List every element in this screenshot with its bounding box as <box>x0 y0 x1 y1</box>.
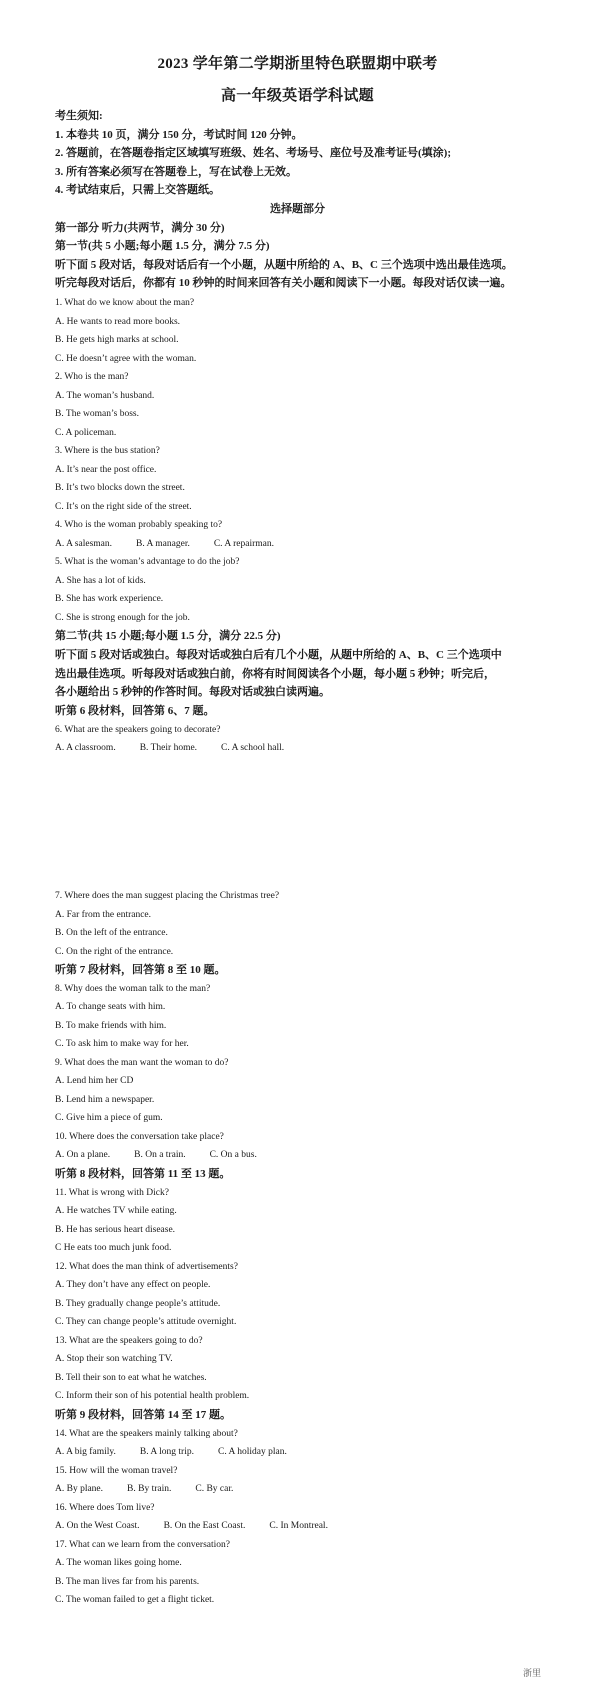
option: B. They gradually change people’s attitude. <box>55 1299 221 1309</box>
question-13: 13. What are the speakers going to do? <box>55 1336 203 1346</box>
option: A. Stop their son watching TV. <box>55 1354 173 1364</box>
option: B. By train. <box>127 1484 172 1494</box>
notice-item: 2. 答题前，在答题卷指定区域填写班级、姓名、考场号、座位号及准考证号(填涂); <box>55 147 451 159</box>
option: C. Give him a piece of gum. <box>55 1113 163 1123</box>
question-7: 7. Where does the man suggest placing the Christmas tree? <box>55 891 280 901</box>
section2-instruction: 选出最佳选项。听每段对话或独白前，你将有时间阅读各个小题，每小题 5 秒钟；听完后， <box>55 668 495 680</box>
options-row <box>55 742 308 754</box>
section1-title: 第一节(共 5 小题;每小题 1.5 分，满分 7.5 分) <box>55 240 270 252</box>
option: B. He gets high marks at school. <box>55 335 179 345</box>
option: B. Their home. <box>139 743 198 753</box>
section1-instruction: 听完每段对话后，你都有 10 秒钟的时间来回答有关小题和阅读下一小题。每段对话仅读一遍。 <box>55 277 512 289</box>
question-1: 1. What do we know about the man? <box>55 298 195 308</box>
options-row <box>55 1520 352 1532</box>
section2-title: 第二节(共 15 小题;每小题 1.5 分，满分 22.5 分) <box>55 630 281 642</box>
option: A. By plane. <box>55 1484 104 1494</box>
section1-instruction: 听下面 5 段对话，每段对话后有一个小题，从题中所给的 A、B、C 三个选项中选出最佳选项。 <box>55 259 513 271</box>
option: C. To ask him to make way for her. <box>55 1039 189 1049</box>
section2-instruction: 各小题给出 5 秒钟的作答时间。每段对话或独白读两遍。 <box>55 686 330 698</box>
option: C. They can change people’s attitude overnight. <box>55 1317 237 1327</box>
option: B. To make friends with him. <box>55 1021 167 1031</box>
option: A. On a plane. <box>55 1150 111 1160</box>
question-17: 17. What can we learn from the conversation? <box>55 1540 230 1550</box>
question-11: 11. What is wrong with Dick? <box>55 1188 169 1198</box>
option: C. In Montreal. <box>269 1521 328 1531</box>
question-15: 15. How will the woman travel? <box>55 1466 178 1476</box>
material-heading: 听第 8 段材料，回答第 11 至 13 题。 <box>55 1168 231 1180</box>
option: B. A long trip. <box>139 1447 194 1457</box>
question-12: 12. What does the man think of advertisements? <box>55 1262 238 1272</box>
options-row <box>55 1446 311 1458</box>
option: B. The man lives far from his parents. <box>55 1577 200 1587</box>
options-row <box>55 1149 281 1161</box>
question-8: 8. Why does the woman talk to the man? <box>55 984 211 994</box>
footer-watermark: 浙里 <box>523 1668 542 1678</box>
option: A. A classroom. <box>55 743 116 753</box>
option: C. A repairman. <box>213 539 274 549</box>
question-3: 3. Where is the bus station? <box>55 446 160 456</box>
option: A. On the West Coast. <box>55 1521 140 1531</box>
material-heading: 听第 7 段材料，回答第 8 至 10 题。 <box>55 964 226 976</box>
option: A. A salesman. <box>55 539 112 549</box>
material-heading: 听第 9 段材料，回答第 14 至 17 题。 <box>55 1409 231 1421</box>
option: C. On the right of the entrance. <box>55 947 174 957</box>
option: C. He doesn’t agree with the woman. <box>55 354 197 364</box>
question-6: 6. What are the speakers going to decorate? <box>55 725 221 735</box>
option: A. He watches TV while eating. <box>55 1206 177 1216</box>
question-2: 2. Who is the man? <box>55 372 129 382</box>
option: A. He wants to read more books. <box>55 317 181 327</box>
option: C. The woman failed to get a flight ticket. <box>55 1595 215 1605</box>
option: A. Far from the entrance. <box>55 910 152 920</box>
exam-title: 2023 学年第二学期浙里特色联盟期中联考 <box>157 56 438 72</box>
section-title: 选择题部分 <box>270 203 325 215</box>
option: B. On the East Coast. <box>163 1521 246 1531</box>
options-row <box>55 538 298 550</box>
option: C. It’s on the right side of the street. <box>55 502 192 512</box>
question-5: 5. What is the woman’s advantage to do the job? <box>55 557 240 567</box>
option: A. The woman’s husband. <box>55 391 155 401</box>
option: B. On a train. <box>134 1150 186 1160</box>
option: B. Lend him a newspaper. <box>55 1095 155 1105</box>
option: B. The woman’s boss. <box>55 409 140 419</box>
material-heading: 听第 6 段材料，回答第 6、7 题。 <box>55 705 215 717</box>
question-10: 10. Where does the conversation take place? <box>55 1132 224 1142</box>
option: A. It’s near the post office. <box>55 465 157 475</box>
option: A. To change seats with him. <box>55 1002 166 1012</box>
exam-subtitle: 高一年级英语学科试题 <box>220 88 374 104</box>
question-4: 4. Who is the woman probably speaking to? <box>55 520 223 530</box>
option: A. The woman likes going home. <box>55 1558 182 1568</box>
notice-item: 1. 本卷共 10 页，满分 150 分，考试时间 120 分钟。 <box>55 129 303 141</box>
option: C. Inform their son of his potential health problem. <box>55 1391 250 1401</box>
option: B. She has work experience. <box>55 594 164 604</box>
option: C He eats too much junk food. <box>55 1243 172 1253</box>
option: C. A school hall. <box>221 743 285 753</box>
option: A. Lend him her CD <box>55 1076 134 1086</box>
notice-heading: 考生须知: <box>55 110 103 122</box>
section2-instruction: 听下面 5 段对话或独白。每段对话或独白后有几个小题，从题中所给的 A、B、C 三个选项中 <box>55 649 502 661</box>
question-9: 9. What does the man want the woman to do? <box>55 1058 229 1068</box>
option: B. Tell their son to eat what he watches. <box>55 1373 207 1383</box>
option: C. A policeman. <box>55 428 117 438</box>
option: B. It’s two blocks down the street. <box>55 483 185 493</box>
part1-title: 第一部分 听力(共两节，满分 30 分) <box>55 222 225 234</box>
notice-item: 3. 所有答案必须写在答题卷上，写在试卷上无效。 <box>55 166 297 178</box>
question-14: 14. What are the speakers mainly talking about? <box>55 1429 238 1439</box>
notice-item: 4. 考试结束后，只需上交答题纸。 <box>55 184 220 196</box>
option: B. On the left of the entrance. <box>55 928 168 938</box>
option: A. They don’t have any effect on people. <box>55 1280 211 1290</box>
option: B. A manager. <box>136 539 190 549</box>
option: C. On a bus. <box>209 1150 257 1160</box>
option: C. By car. <box>195 1484 234 1494</box>
option: A. A big family. <box>55 1447 116 1457</box>
option: A. She has a lot of kids. <box>55 576 146 586</box>
options-row <box>55 1483 257 1495</box>
question-16: 16. Where does Tom live? <box>55 1503 155 1513</box>
option: C. A holiday plan. <box>217 1447 287 1457</box>
option: C. She is strong enough for the job. <box>55 613 190 623</box>
option: B. He has serious heart disease. <box>55 1225 176 1235</box>
